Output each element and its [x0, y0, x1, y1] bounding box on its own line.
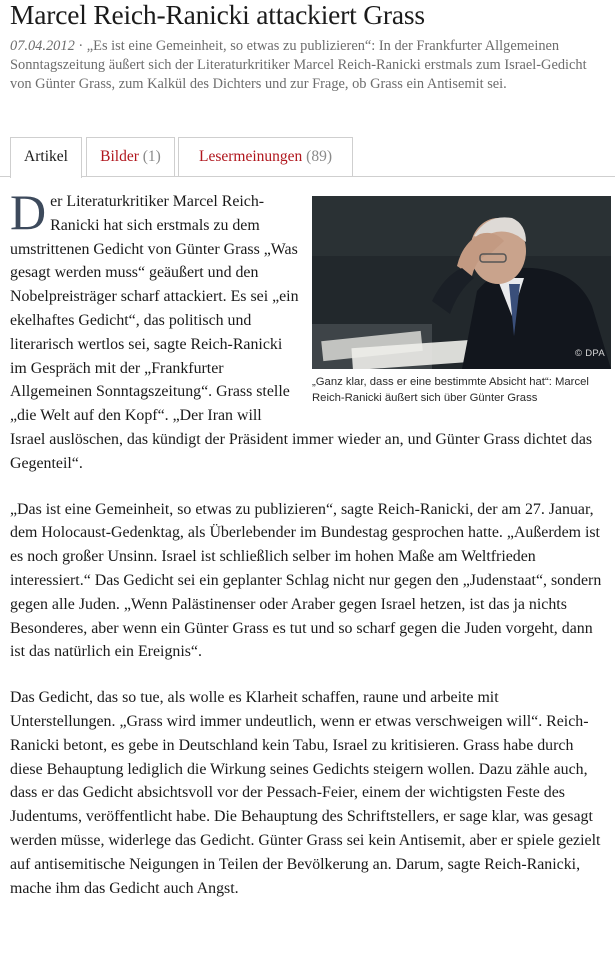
- article-tabs: [0, 137, 615, 177]
- tab-bilder[interactable]: [86, 137, 175, 176]
- article-headline: Marcel Reich-Ranicki attackiert Grass: [10, 0, 425, 30]
- dropcap: D: [10, 184, 47, 240]
- tab-bilder-label: Bilder: [100, 148, 139, 165]
- article-photo[interactable]: [312, 196, 611, 369]
- photo-illustration: [312, 196, 611, 369]
- tabs-baseline: [0, 176, 615, 177]
- teaser-text: „Es ist eine Gemeinheit, so etwas zu publizieren“: In der Frankfurter Allgemeinen Sonntagszeitung äußert sich der Literaturkritiker Marcel Reich-Ranicki erstmals zum Israel-Gedicht von Günter Grass, zum Kalkül des Dichters und zur Frage, ob Grass ein Antisemit sei.: [10, 38, 587, 92]
- tab-lesermeinungen-count: (89): [306, 148, 332, 165]
- first-paragraph-text: er Literaturkritiker Marcel Reich-Ranicki hat sich erstmals zu dem umstrittenen Gedicht von Günter Grass „Was gesagt werden muss“ geäußert und den Nobelpreisträger scharf attackiert. Es sei „ein ekelhaftes Gedicht“, das politisch und literarisch wertlos sei, sagte Reich-Ranicki im Gespräch mit der „Frankfurter Allgemeinen Sonntagszeitung“. Grass stelle „die Welt auf den Kopf“. „Der Iran will Israel auslöschen, das kündigt der Präsident immer wieder an, und Günter Grass dichtet das Gegenteil“.: [10, 193, 593, 472]
- tab-bilder-count: (1): [142, 148, 161, 165]
- article-figure: [312, 196, 611, 406]
- photo-credit: © DPA: [575, 348, 605, 360]
- photo-caption: „Ganz klar, dass er eine bestimmte Absicht hat“: Marcel Reich-Ranicki äußert sich über Günter Grass: [312, 376, 589, 404]
- article-teaser: [10, 37, 610, 94]
- tab-artikel[interactable]: [10, 137, 82, 178]
- tab-artikel-label: Artikel: [24, 148, 68, 165]
- article-body: [10, 184, 606, 922]
- article-paragraph: „Das ist eine Gemeinheit, so etwas zu publizieren“, sagte Reich-Ranicki, der am 27. Januar, dem Holocaust-Gedenktag, als Überlebender im Bundestag gesprochen hatte. „Außerdem ist es noch großer Unsinn. Israel ist schließlich selber im hohen Maße am Weltfrieden interessiert.“ Das Gedicht sei ein geplanter Schlag nicht nur gegen den „Judenstaat“, sondern gegen alle Juden. „Wenn Palästinenser oder Araber gegen Israel hetzen, ist das ja nichts Besonderes, aber wenn ein Günter Grass es tut und so scharf gegen die Juden vorgeht, dann ist das natürlich ein Ereignis“.: [10, 500, 602, 661]
- tab-lesermeinungen-label: Lesermeinungen: [199, 148, 303, 165]
- tab-lesermeinungen[interactable]: [178, 137, 353, 176]
- article-paragraph: Das Gedicht, das so tue, als wolle es Klarheit schaffen, raune und arbeite mit Unterstellungen. „Grass wird immer undeutlich, wenn er etwas verschweigen will“. Reich-Ranicki betont, es gebe in Deutschland kein Tabu, Israel zu kritisieren. Grass habe durch diese Behauptung lediglich die Wirkung seines Gedichts steigern wollen. Dazu zähle auch, dass er das Gedicht absichtsvoll vor der Pessach-Feier, einem der wichtigsten Feste des Judentums, veröffentlicht habe. Die Behauptung des Schriftstellers, er sage klar, was gesagt werden müsse, widerlege das Gedicht. Günter Grass sei kein Antisemit, aber er spiele gezielt auf antisemitische Neigungen in Teilen der Bevölkerung an. Darum, sagte Reich-Ranicki, mache ihm das Gedicht auch Angst.: [10, 689, 601, 897]
- teaser-separator: ·: [74, 38, 87, 54]
- article-date: 07.04.2012: [10, 38, 75, 54]
